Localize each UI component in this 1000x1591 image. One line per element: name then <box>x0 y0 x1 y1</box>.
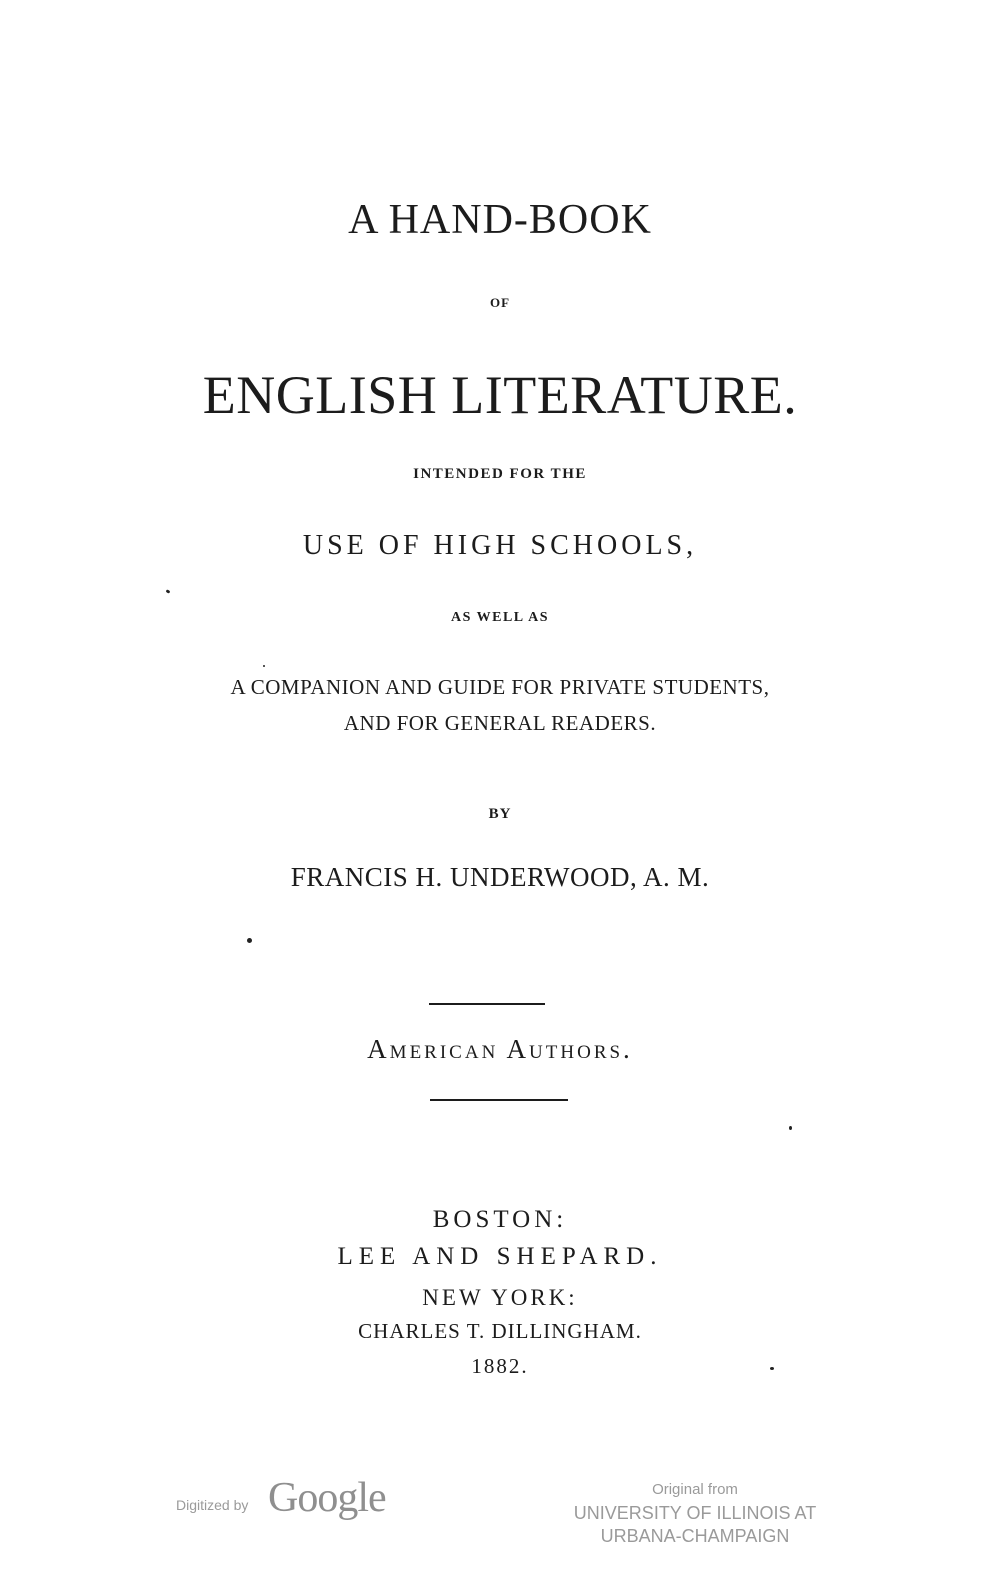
imprint-publisher-2: CHARLES T. DILLINGHAM. <box>358 1319 642 1343</box>
title-line-1: A HAND-BOOK <box>348 197 652 243</box>
companion-line-1: A COMPANION AND GUIDE FOR PRIVATE STUDENTS, <box>230 675 770 699</box>
series-title: American Authors. <box>367 1034 633 1064</box>
google-logo: Google <box>268 1475 386 1521</box>
scan-speck <box>166 589 171 594</box>
scan-speck <box>247 938 252 943</box>
title-line-2: ENGLISH LITERATURE. <box>202 365 798 425</box>
scan-speck <box>263 665 265 667</box>
institution-line-2: URBANA-CHAMPAIGN <box>600 1526 790 1546</box>
use-of-high-schools-text: USE OF HIGH SCHOOLS, <box>302 530 698 561</box>
companion-line-2: AND FOR GENERAL READERS. <box>343 711 657 735</box>
intended-for-text: INTENDED FOR THE <box>413 466 587 482</box>
author-name: FRANCIS H. UNDERWOOD, A. M. <box>290 862 710 892</box>
scan-speck <box>770 1367 774 1370</box>
imprint-city-1: BOSTON: <box>432 1206 568 1233</box>
as-well-as-text: AS WELL AS <box>450 610 549 625</box>
scan-speck <box>789 1126 792 1130</box>
title-of: OF <box>489 295 511 310</box>
digitized-by-label: Digitized by <box>176 1497 249 1513</box>
imprint-publisher-1: LEE AND SHEPARD. <box>337 1243 663 1270</box>
by-text: BY <box>488 806 512 822</box>
imprint-year: 1882. <box>471 1354 529 1378</box>
original-from-label: Original from <box>652 1481 738 1498</box>
divider-rule-bottom <box>430 1099 568 1101</box>
imprint-city-2: NEW YORK: <box>422 1285 578 1310</box>
institution-line-1: UNIVERSITY OF ILLINOIS AT <box>573 1503 817 1523</box>
divider-rule-top <box>429 1003 545 1005</box>
